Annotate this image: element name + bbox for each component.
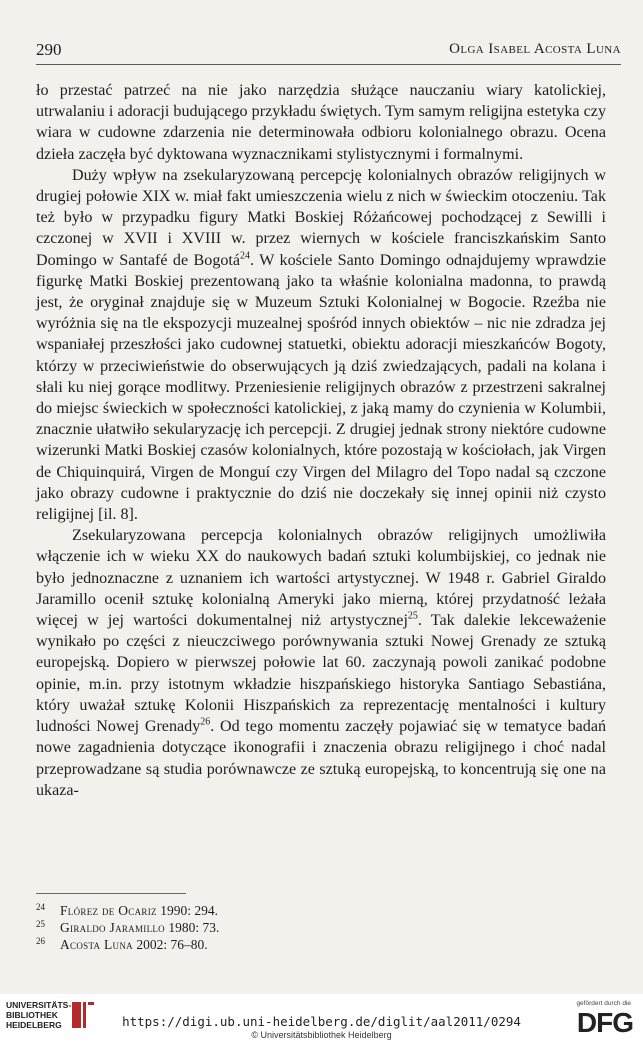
body-text [36,80,606,801]
footnote [36,936,606,953]
dfg-logo: DFG [576,1007,633,1038]
text-run: Zsekularyzowana percepcja kolonialnych obrazów religijnych umożliwiła włączenie ich w wieku XX do naukowych badań sztuki kolumbijskiej, co jednak nie było jednoznaczne z uznaniem ich wartości artystycznej. W 1948 r. Gabriel Giraldo Jaramillo ocenił sztukę kolonialną Ameryki jako mierną, której przydatność leżała więcej w jej wartości dokumentalnej niż artystycznej [36,527,606,630]
footnote-reference: 25 [407,610,418,622]
page-number: 290 [36,40,62,59]
text-run: Duży wpływ na zsekularyzowaną percepcję kolonialnych obrazów religijnych w drugiej połowie XIX w. miał fakt umieszczenia wielu z nich w świeckim otoczeniu. Tak też było w przypadku figury Matki Boskiej Różańcowej pochodzącej z Sewilli i czczonej w XVII i XVIII w. przez wiernych w kościele franciszkańskim Santo Domingo w Santafé de Bogotá [36,166,606,269]
footnote-number: 25 [36,919,45,929]
paragraph [36,525,606,801]
footnote-number: 24 [36,902,45,912]
footnote-reference: 26 [200,716,211,728]
footnote-ref: 1990: 294. [156,903,218,918]
footnote-ref: 2002: 76–80. [132,937,208,952]
footnote-author: Acosta Luna [60,937,133,952]
library-name-line: BIBLIOTHEK [6,1010,58,1020]
running-header [36,40,621,65]
footnote-number: 26 [36,936,45,946]
text-run: . W kościele Santo Domingo odnajdujemy wprawdzie figurkę Matki Boskiej prezentowaną jako ta właśnie kolonialna madonna, to prawdą jest, że oryginał znajduje się w Muzeum Sztuki Kolonialnej w Bogocie. Rzeźba nie wyróżnia się na tle ekspozycji muzealnej spośród innych obiektów – nic nie zdradza jej wspaniałej przeszłości jako cudownej statuetki, obiektu adoracji mieszkańców Bogoty, którzy w przeciwieństwie do obserwujących ją dziś zwiedzających, padali na kolana i słali ku niej gorące modlitwy. Przeniesienie religijnych obrazów z przestrzeni sakralnej do miejsc świeckich w społeczności katolickiej, z jaką mamy do czynienia w Kolumbii, znacznie ułatwiło sekularyzację ich percepcji. Z drugiej jednak strony niektóre cudowne wizerunki Matki Boskiej czasów kolonialnych, które pozostają w kościołach, jak Virgen de Chiquinquirá, Virgen de Monguí czy Virgen del Milagro del Topo nadal są czczone jako obrazy cudowne i praktycznie do dziś nie doczekały się innej opinii niż czysto religijnej [il. 8]. [36,251,607,524]
text-run: ło przestać patrzeć na nie jako narzędzia służące nauczaniu wiary katolickiej, utrwalaniu i adoracji budującego przykładu świętych. Tym samym religijna estetyka czy wiara w cudowne zdarzenia nie determinowała odbioru kolonialnego obrazu. Ocena dzieła zaczęła być dyktowana wyznacznikami stylistycznymi i formalnymi. [36,82,606,163]
library-name-line: UNIVERSITÄTS- [6,1000,72,1010]
running-title: Olga Isabel Acosta Luna [449,41,621,57]
paragraph [36,165,606,525]
footnotes [36,902,606,953]
digitization-footer [0,994,643,1044]
paragraph [36,80,606,165]
library-name-line: HEIDELBERG [6,1020,62,1030]
text-run: . Od tego momentu zaczęły pojawiać się w tematyce badań nowe zagadnienia dotyczące ikonografii i znaczenia obrazu religijnego i choć nadal przeprowadzane są studia porównawcze ze sztuką europejską, to koncentrują się one na ukaza- [36,718,607,799]
copyright-notice: © Universitätsbibliothek Heidelberg [251,1030,392,1040]
funder-caption: gefördert durch die [576,1000,631,1007]
footnote [36,919,606,936]
footnote-author: Giraldo Jaramillo [60,920,165,935]
page-url-link[interactable]: https://digi.ub.uni-heidelberg.de/diglit/aal2011/0294 [122,1014,521,1029]
footnote-rule [36,893,186,894]
footnote [36,902,606,919]
footnote-reference: 24 [240,250,251,262]
footnote-ref: 1980: 73. [164,920,220,935]
text-run: . Tak dalekie lekceważenie wynikało po części z nieuczciwego porównywania sztuki Nowej Grenady ze sztuką europejską. Dopiero w pierwszej połowie lat 60. zaczynają powoli zanikać podobne opinie, m.in. przy istotnym wkładzie hiszpańskiego historyka Santiago Sebastiána, który uważał sztukę Kolonii Hiszpańskich za reprezentację mentalności i kultury ludności Nowej Grenady [36,612,606,736]
footnote-author: Flórez de Ocariz [60,903,157,918]
